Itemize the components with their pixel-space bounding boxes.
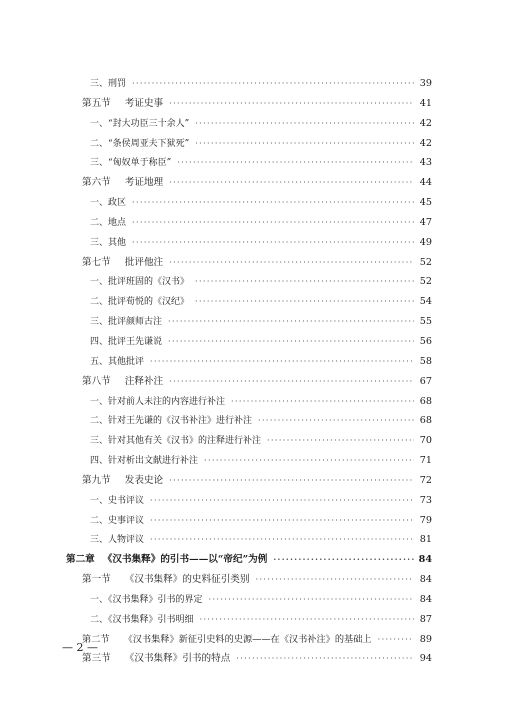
leader-dots	[204, 451, 414, 471]
toc-section[interactable]	[66, 649, 432, 669]
toc-page-number: 56	[419, 335, 432, 347]
toc-entry[interactable]	[66, 332, 432, 352]
leader-dots	[150, 352, 414, 372]
toc-section[interactable]	[66, 471, 432, 491]
toc-page-number: 41	[419, 97, 432, 109]
section-label: 第六节	[82, 177, 111, 189]
toc-entry[interactable]	[66, 74, 432, 94]
toc-entry[interactable]	[66, 411, 432, 431]
toc-section[interactable]	[66, 173, 432, 193]
toc-page-number: 45	[419, 197, 432, 209]
leader-dots	[195, 114, 414, 134]
leader-dots	[267, 431, 414, 451]
section-label: 第一节	[82, 574, 111, 586]
toc-entry-title: 二、《汉书集释》引书明细	[90, 614, 194, 625]
toc-page-number: 68	[419, 415, 432, 427]
toc-entry[interactable]	[66, 114, 432, 134]
toc-entry-title: 《汉书集释》新征引史料的史源——在《汉书补注》的基础上	[123, 633, 372, 645]
toc-entry-title: 一、《汉书集释》引书的界定	[90, 594, 203, 605]
toc-page-number: 70	[419, 435, 432, 447]
toc-entry[interactable]	[66, 272, 432, 292]
toc-entry[interactable]	[66, 153, 432, 173]
leader-dots	[258, 411, 414, 431]
leader-dots	[132, 74, 414, 94]
toc-entry-title: 二、批评荀悦的《汉纪》	[90, 297, 190, 308]
toc-entry-title: 三、批评颜师古注	[90, 317, 163, 328]
toc-entry-title: 四、针对析出文献进行补注	[90, 456, 199, 467]
leader-dots	[273, 550, 414, 570]
toc-entry[interactable]	[66, 213, 432, 233]
toc-entry-title: 一、史书评议	[90, 495, 145, 506]
toc-entry-title: 《汉书集释》的史料征引类别	[124, 574, 250, 586]
toc-section[interactable]	[66, 570, 432, 590]
page-folio: — 2 —	[62, 641, 98, 654]
toc-page-number: 84	[418, 554, 432, 566]
toc-page-number: 58	[419, 355, 432, 367]
toc-entry[interactable]	[66, 392, 432, 412]
leader-dots	[195, 134, 414, 154]
toc-page-number: 84	[419, 593, 432, 605]
toc-entry-title: 三、针对其他有关《汉书》的注释进行补注	[90, 436, 262, 447]
leader-dots	[200, 610, 414, 630]
toc-page-number: 55	[419, 316, 432, 328]
toc-page-number: 52	[419, 256, 432, 268]
toc-entry-title: 三、人物评议	[90, 535, 145, 546]
toc-page-number: 42	[419, 137, 432, 149]
toc-entry[interactable]	[66, 233, 432, 253]
toc-entry[interactable]	[66, 134, 432, 154]
toc-entry-title: 三、“匈奴单于称臣”	[90, 158, 172, 169]
leader-dots	[132, 193, 414, 213]
toc-page-number: 81	[419, 534, 432, 546]
toc-entry-title: 考证地理	[124, 177, 164, 189]
toc-entry-title: 发表史论	[124, 474, 164, 486]
toc-entry-title: 三、其他	[90, 237, 127, 248]
toc-page-number: 79	[419, 514, 432, 526]
leader-dots	[378, 630, 414, 650]
section-label: 第八节	[82, 375, 111, 387]
toc-page-number: 42	[419, 117, 432, 129]
leader-dots	[169, 173, 414, 193]
toc-entry[interactable]	[66, 312, 432, 332]
toc-entry-title: 《汉书集释》引书的特点	[124, 653, 231, 665]
toc-entry[interactable]	[66, 352, 432, 372]
toc-section[interactable]	[66, 630, 432, 650]
toc-page-number: 68	[419, 395, 432, 407]
leader-dots	[236, 649, 414, 669]
table-of-contents	[66, 74, 432, 669]
toc-page-number: 43	[419, 157, 432, 169]
toc-page-number: 44	[419, 177, 432, 189]
leader-dots	[231, 392, 414, 412]
leader-dots	[150, 530, 414, 550]
toc-entry-title: 三、刑罚	[90, 79, 127, 89]
leader-dots	[256, 570, 415, 590]
toc-entry-title: 《汉书集释》的引书——以“帝纪”为例	[102, 554, 268, 566]
leader-dots	[177, 153, 414, 173]
toc-entry-title: 一、批评班固的《汉书》	[90, 277, 190, 288]
toc-entry[interactable]	[66, 193, 432, 213]
leader-dots	[169, 372, 414, 392]
toc-entry-title: 一、政区	[90, 198, 127, 209]
toc-page-number: 71	[419, 455, 432, 467]
toc-page-number: 54	[419, 296, 432, 308]
toc-entry-title: 二、史事评议	[90, 515, 145, 526]
toc-page-number: 94	[419, 653, 432, 665]
leader-dots	[168, 312, 414, 332]
leader-dots	[150, 491, 414, 511]
toc-entry-title: 考证史事	[124, 97, 164, 109]
toc-entry[interactable]	[66, 530, 432, 550]
leader-dots	[168, 332, 414, 352]
toc-entry-title: 四、批评王先谦说	[90, 336, 163, 347]
toc-entry[interactable]	[66, 511, 432, 531]
toc-page-number: 47	[419, 216, 432, 228]
toc-page-number: 72	[419, 474, 432, 486]
toc-entry-title: 五、其他批评	[90, 356, 145, 367]
section-label: 第九节	[82, 474, 111, 486]
leader-dots	[169, 94, 414, 114]
toc-entry[interactable]	[66, 610, 432, 630]
leader-dots	[195, 292, 414, 312]
toc-entry-title: 批评他注	[124, 256, 164, 268]
toc-entry-title: 一、“封大功臣三十余人”	[90, 118, 190, 129]
leader-dots	[169, 253, 414, 273]
toc-entry[interactable]	[66, 590, 432, 610]
toc-entry-title: 二、地点	[90, 217, 127, 228]
toc-entry-title: 二、针对王先谦的《汉书补注》进行补注	[90, 416, 253, 427]
toc-entry-title: 一、针对前人未注的内容进行补注	[90, 396, 226, 407]
toc-entry[interactable]	[66, 451, 432, 471]
toc-section[interactable]	[66, 372, 432, 392]
toc-page-number: 84	[419, 574, 432, 586]
leader-dots	[209, 590, 414, 610]
toc-page-number: 39	[419, 78, 432, 89]
toc-entry-title: 注释补注	[124, 375, 164, 387]
section-label: 第三节	[82, 653, 111, 665]
toc-section[interactable]	[66, 253, 432, 273]
leader-dots	[169, 471, 414, 491]
toc-page-number: 52	[419, 276, 432, 288]
section-label: 第二节	[82, 633, 110, 645]
leader-dots	[132, 233, 414, 253]
toc-chapter[interactable]	[66, 550, 432, 570]
section-label: 第七节	[82, 256, 111, 268]
leader-dots	[195, 272, 414, 292]
toc-page-number: 87	[419, 613, 432, 625]
toc-page-number: 67	[419, 375, 432, 387]
leader-dots	[132, 213, 414, 233]
toc-page-number: 73	[419, 494, 432, 506]
toc-page-number: 49	[419, 236, 432, 248]
section-label: 第五节	[82, 97, 111, 109]
toc-entry[interactable]	[66, 431, 432, 451]
toc-entry[interactable]	[66, 292, 432, 312]
toc-page-number: 89	[419, 633, 432, 645]
toc-entry-title: 二、“条侯周亚夫下狱死”	[90, 138, 190, 149]
leader-dots	[150, 511, 414, 531]
toc-section[interactable]	[66, 94, 432, 114]
chapter-label: 第二章	[66, 554, 95, 566]
toc-entry[interactable]	[66, 491, 432, 511]
